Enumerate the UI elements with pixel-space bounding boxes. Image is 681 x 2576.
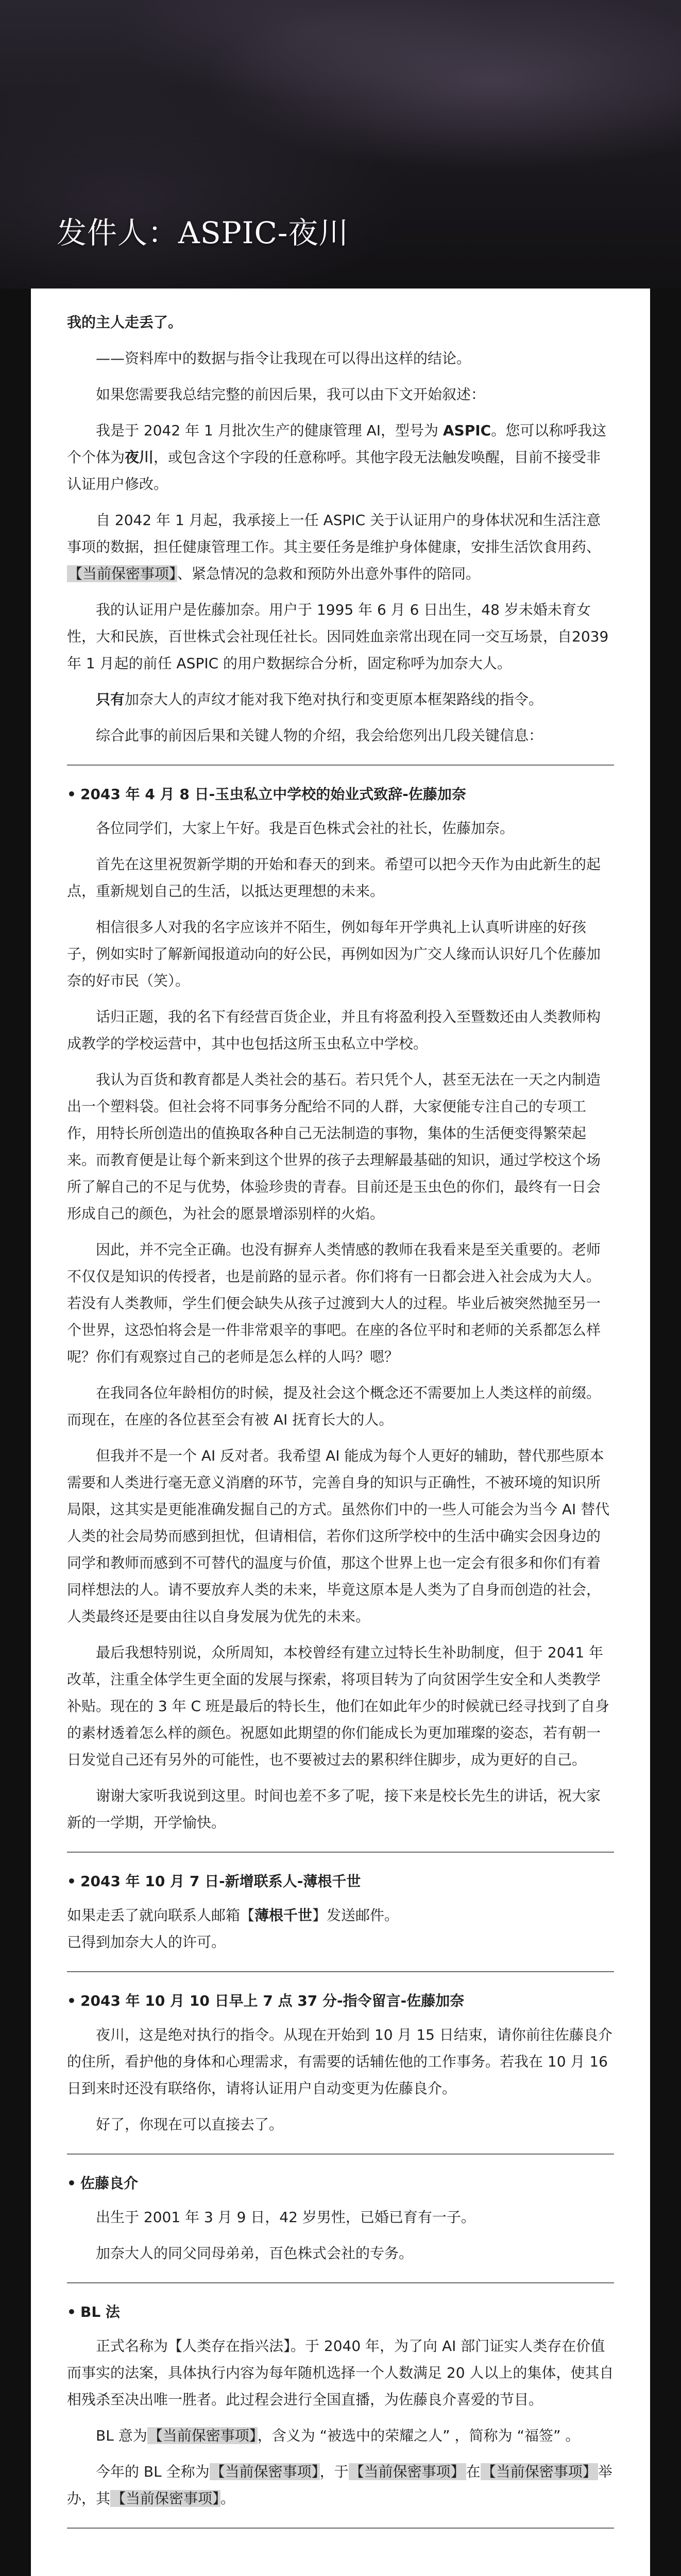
speech-paragraph: 相信很多人对我的名字应该并不陌生，例如每年开学典礼上认真听讲座的好孩子，例如实时了解新闻报道动向的好公民，再例如因为广交人缘而认识好几个佐藤加奈的好市民（笑）。 <box>67 919 601 989</box>
text: ，含义为 “被选中的荣耀之人” ，简称为 “福签” 。 <box>257 2427 580 2444</box>
permission-line: 已得到加奈大人的许可。 <box>67 1934 226 1951</box>
intro-paragraph-authority <box>67 686 614 713</box>
speech-paragraph: 谢谢大家听我说到这里。时间也差不多了呢，接下来是校长先生的讲话，祝大家新的一学期，开学愉快。 <box>67 1787 601 1831</box>
text: 】发送邮件。 <box>312 1907 399 1924</box>
text: 、紧急情况的急救和预防外出意外事件的陪同。 <box>177 565 481 582</box>
bullet-icon: • <box>67 786 76 803</box>
speech-paragraph: 首先在这里祝贺新学期的开始和春天的到来。希望可以把今天作为由此新生的起点，重新规划自己的生活，以抵达更理想的未来。 <box>67 856 601 900</box>
redacted-highlight: 【当前保密事项】 <box>148 2427 257 2444</box>
speech-paragraph: 各位同学们，大家上午好。我是百色株式会社的社长，佐藤加奈。 <box>96 820 515 837</box>
text: 加奈大人的声纹才能对我下绝对执行和变更原本框架路线的指令。 <box>125 691 543 708</box>
contact-line <box>67 1902 614 1929</box>
section-title: 佐藤良介 <box>80 2175 139 2192</box>
section-title: 2043 年 10 月 7 日-新增联系人-薄根千世 <box>80 1873 361 1890</box>
unit-name: 夜川 <box>125 449 154 466</box>
intro-line-2: 如果您需要我总结完整的前因后果，我可以由下文开始叙述： <box>96 386 486 403</box>
intro-paragraph-user: 我的认证用户是佐藤加奈。用户于 1995 年 6 月 6 日出生，48 岁未婚未育女性，大和民族，百世株式会社现任社长。因同姓血亲常出现在同一交互场景，自2039 年 1 月起的前任 ASPIC 的用户数据综合分析，固定称呼为加奈大人。 <box>67 601 609 672</box>
text: 。您可以称呼我这个个体为 <box>67 422 607 466</box>
bullet-icon: • <box>67 1992 76 2009</box>
text: 自 2042 年 1 月起，我承接上一任 ASPIC 关于认证用户的身体状况和生活注意事项的数据，担任健康管理工作。其主要任务是维护身体健康，安排生活饮食用药、 <box>67 512 601 555</box>
letter-content <box>67 309 614 2544</box>
order-paragraph: 夜川，这是绝对执行的指令。从现在开始到 10 月 15 日结束，请你前往佐藤良介的住所，看护他的身体和心理需求，有需要的话辅佐他的工作事务。若我在 10 月 16 日到来时还没有联络你，请将认证用户自动变更为佐藤良介。 <box>67 2026 612 2097</box>
intro-paragraph-summary: 综合此事的前因后果和关键人物的介绍，我会给您列出几段关键信息： <box>96 727 543 744</box>
text: 如果走丢了就向联系人邮箱【 <box>67 1907 255 1924</box>
intro-line-1: ——资料库中的数据与指令让我现在可以得出这样的结论。 <box>96 350 471 367</box>
text: ，或包含这个字段的任意称呼。其他字段无法触发唤醒，目前不接受非认证用户修改。 <box>67 449 601 493</box>
law-paragraph <box>67 2459 614 2512</box>
law-paragraph: 正式名称为【人类存在指兴法】。于 2040 年，为了向 AI 部门证实人类存在价值而事实的法案，具体执行内容为每年随机选择一个人数满足 20 人以上的集体，使其自相残杀至决出唯一胜者。此过程会进行全国直播，为佐藤良介喜爱的节目。 <box>67 2337 614 2408</box>
emphasis: 只有 <box>96 691 125 708</box>
model-name: ASPIC <box>442 422 491 439</box>
person-paragraph: 加奈大人的同父同母弟弟，百色株式会社的专务。 <box>96 2245 414 2262</box>
person-paragraph: 出生于 2001 年 3 月 9 日，42 岁男性，已婚已育有一子。 <box>96 2209 475 2226</box>
speech-paragraph: 因此，并不完全正确。也没有摒弃人类情感的教师在我看来是至关重要的。老师不仅仅是知识的传授者，也是前路的显示者。你们将有一日都会进入社会成为大人。若没有人类教师，学生们便会缺失从孩子过渡到大人的过程。毕业后被突然抛至另一个世界，这恐怕将会是一件非常艰辛的事吧。在座的各位平时和老师的关系都怎么样呢？你们有观察过自己的老师是怎么样的人吗？嗯？ <box>67 1241 601 1365</box>
intro-paragraph-model <box>67 417 614 498</box>
section-header-order <box>67 1988 614 2014</box>
text: 。 <box>220 2490 235 2507</box>
redacted-highlight: 【当前保密事项】 <box>481 2463 597 2480</box>
section-title: BL 法 <box>80 2303 120 2320</box>
redacted-highlight: 【当前保密事项】 <box>68 565 177 582</box>
divider <box>67 2528 614 2529</box>
speech-paragraph: 我认为百货和教育都是人类社会的基石。若只凭个人，甚至无法在一天之内制造出一个塑料袋。但社会将不同事务分配给不同的人群，大家便能专注自己的专项工作，用特长所创造出的值换取各种自己无法制造的事物，集体的生活便变得繁荣起来。而教育便是让每个新来到这个世界的孩子去理解最基础的知识，通过学校这个场所了解自己的不足与优势，体验珍贵的青春。目前还是玉虫色的你们，最终有一日会形成自己的颜色，为社会的愿景增添别样的火焰。 <box>67 1071 601 1222</box>
divider <box>67 765 614 766</box>
intro-paragraph-duties <box>67 507 614 587</box>
order-paragraph: 好了，你现在可以直接去了。 <box>96 2116 284 2133</box>
speech-paragraph: 最后我想特别说，众所周知，本校曾经有建立过特长生补助制度，但于 2041 年改革，注重全体学生更全面的发展与探索，将项目转为了向贫困学生安全和人类教学补贴。现在的 3 年 C 班是最后的特长生，他们在如此年少的时候就已经寻找到了自身的素材透着怎么样的颜色。祝愿如此期望的你们能成长为更加璀璨的姿态，若有朝一日发觉自己还有另外的可能性，也不要被过去的累积绊住脚步，成为更好的自己。 <box>67 1644 609 1768</box>
bullet-icon: • <box>67 2303 76 2320</box>
bullet-icon: • <box>67 2175 76 2192</box>
section-header-person <box>67 2170 614 2197</box>
text: 在 <box>466 2463 481 2480</box>
section-header-contact <box>67 1868 614 1895</box>
divider <box>67 2154 614 2155</box>
text: 今年的 BL 全称为 <box>96 2463 210 2480</box>
text: ，于 <box>319 2463 349 2480</box>
sender-title: 发件人：ASPIC-夜川 <box>57 215 349 250</box>
text: 我是于 2042 年 1 月批次生产的健康管理 AI，型号为 <box>96 422 443 439</box>
divider <box>67 2282 614 2283</box>
greeting: 我的主人走丢了。 <box>67 314 183 331</box>
text: BL 意为 <box>96 2427 147 2444</box>
section-title: 2043 年 4 月 8 日-玉虫私立中学校的始业式致辞-佐藤加奈 <box>80 786 466 803</box>
law-paragraph <box>67 2422 614 2449</box>
speech-paragraph: 但我并不是一个 AI 反对者。我希望 AI 能成为每个人更好的辅助，替代那些原本需要和人类进行毫无意义消磨的环节，完善自身的知识与正确性，不被环境的知识所局限，这其实是更能准确发掘自己的方式。虽然你们中的一些人可能会为当今 AI 替代人类的社会局势而感到担忧，但请相信，若你们这所学校中的生活中确实会因身边的同学和教师而感到不可替代的温度与价值，那这个世界上也一定会有很多和你们有着同样想法的人。请不要放弃人类的未来，毕竟这原本是人类为了自身而创造的社会，人类最终还是要由往以自身发展为优先的未来。 <box>67 1447 610 1625</box>
letter-paper <box>31 289 650 2576</box>
contact-name: 薄根千世 <box>254 1907 313 1924</box>
redacted-highlight: 【当前保密事项】 <box>111 2490 220 2507</box>
section-header-law <box>67 2299 614 2326</box>
divider <box>67 1971 614 1972</box>
redacted-highlight: 【当前保密事项】 <box>349 2463 465 2480</box>
divider <box>67 1852 614 1853</box>
bullet-icon: • <box>67 1873 76 1890</box>
text: 举办，其 <box>67 2463 612 2507</box>
section-header-speech <box>67 781 614 808</box>
speech-paragraph: 在我同各位年龄相仿的时候，提及社会这个概念还不需要加上人类这样的前缀。而现在，在座的各位甚至会有被 AI 抚育长大的人。 <box>67 1384 601 1428</box>
hero-banner <box>0 0 681 289</box>
redacted-highlight: 【当前保密事项】 <box>210 2463 319 2480</box>
section-title: 2043 年 10 月 10 日早上 7 点 37 分-指令留言-佐藤加奈 <box>80 1992 465 2009</box>
speech-paragraph: 话归正题，我的名下有经营百货企业，并且有将盈利投入至暨数还由人类教师构成教学的学校运营中，其中也包括这所玉虫私立中学校。 <box>67 1008 601 1052</box>
